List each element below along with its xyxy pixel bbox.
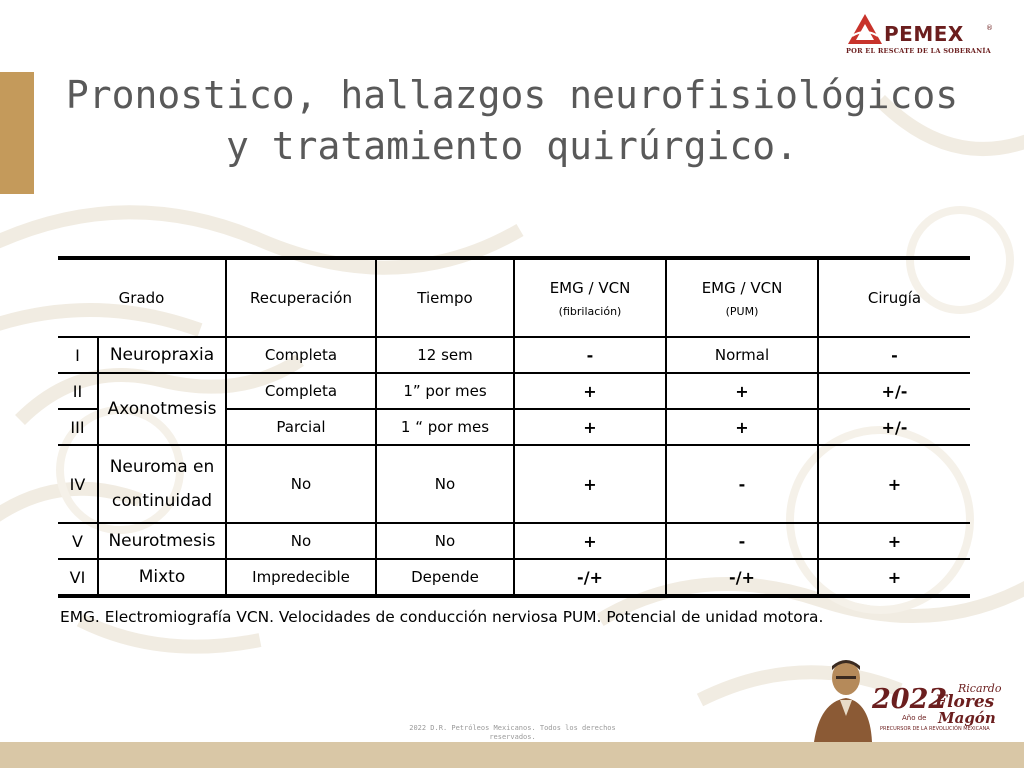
logo-tagline: POR EL RESCATE DE LA SOBERANÍA — [846, 47, 991, 55]
grade-number: II — [58, 373, 98, 409]
cell-tiempo: No — [376, 445, 514, 523]
cell-cirugia: + — [818, 523, 970, 559]
badge-year: 2022 — [872, 684, 948, 715]
grade-number: IV — [58, 445, 98, 523]
cell-emg-pum: Normal — [666, 337, 818, 373]
grade-class-line-2: continuidad — [111, 491, 213, 511]
cell-cirugia: + — [818, 559, 970, 596]
badge-name-first: Ricardo — [958, 682, 1002, 695]
cell-cirugia: +/- — [818, 373, 970, 409]
cell-emg-fibrilacion: - — [514, 337, 666, 373]
cell-tiempo: 12 sem — [376, 337, 514, 373]
cell-cirugia: - — [818, 337, 970, 373]
cell-cirugia: + — [818, 445, 970, 523]
grade-class — [98, 445, 226, 523]
table-row — [58, 445, 970, 523]
table-header-row — [58, 258, 970, 337]
cell-recuperacion: Completa — [226, 337, 376, 373]
cell-recuperacion: No — [226, 523, 376, 559]
grade-number: VI — [58, 559, 98, 596]
abbreviations-footnote: EMG. Electromiografía VCN. Velocidades de conducción nerviosa PUM. Potencial de unidad motora. — [60, 608, 824, 626]
cell-emg-fibrilacion: + — [514, 445, 666, 523]
cell-recuperacion: Impredecible — [226, 559, 376, 596]
cell-emg-fibrilacion: + — [514, 373, 666, 409]
grade-class-line-1: Neuroma en — [109, 457, 215, 477]
cell-recuperacion: No — [226, 445, 376, 523]
cell-tiempo: Depende — [376, 559, 514, 596]
pemex-eagle-icon — [846, 12, 884, 48]
grade-class: Axonotmesis — [98, 373, 226, 445]
badge-tagline: PRECURSOR DE LA REVOLUCIÓN MEXICANA — [880, 726, 990, 732]
grade-class: Mixto — [98, 559, 226, 596]
header-grado: Grado — [58, 258, 226, 337]
cell-tiempo: 1 “ por mes — [376, 409, 514, 445]
cell-recuperacion: Parcial — [226, 409, 376, 445]
badge-name-middle: Flores — [935, 692, 995, 712]
accent-bar — [0, 72, 34, 194]
cell-emg-fibrilacion: + — [514, 409, 666, 445]
portrait-icon — [810, 656, 872, 742]
badge-year-label: Año de — [902, 714, 927, 722]
cell-emg-fibrilacion: -/+ — [514, 559, 666, 596]
injury-grade-table — [58, 256, 970, 598]
table-row — [58, 373, 970, 409]
table-row — [58, 523, 970, 559]
copyright-notice: 2022 D.R. Petróleos Mexicanos. Todos los derechos reservados. — [409, 724, 616, 741]
cell-recuperacion: Completa — [226, 373, 376, 409]
registered-mark: ® — [986, 24, 993, 32]
header-emg-fibrilacion — [514, 258, 666, 337]
cell-emg-pum: -/+ — [666, 559, 818, 596]
cell-emg-fibrilacion: + — [514, 523, 666, 559]
cell-tiempo: 1” por mes — [376, 373, 514, 409]
header-emg-fibrilacion-main: EMG / VCN — [549, 278, 631, 297]
header-tiempo: Tiempo — [376, 258, 514, 337]
grade-number: I — [58, 337, 98, 373]
header-emg-fibrilacion-sub: (fibrilación) — [558, 304, 622, 318]
cell-emg-pum: - — [666, 523, 818, 559]
cell-emg-pum: - — [666, 445, 818, 523]
header-cirugia: Cirugía — [818, 258, 970, 337]
grade-number: V — [58, 523, 98, 559]
grade-class: Neuropraxia — [98, 337, 226, 373]
logo-wordmark: PEMEX — [884, 22, 964, 46]
anniversary-badge — [810, 656, 1002, 742]
table-row — [58, 337, 970, 373]
header-emg-pum-sub: (PUM) — [725, 304, 759, 318]
header-emg-pum — [666, 258, 818, 337]
cell-tiempo: No — [376, 523, 514, 559]
grade-number: III — [58, 409, 98, 445]
header-emg-pum-main: EMG / VCN — [701, 278, 783, 297]
cell-emg-pum: + — [666, 373, 818, 409]
table-row — [58, 559, 970, 596]
cell-cirugia: +/- — [818, 409, 970, 445]
slide-title: Pronostico, hallazgos neurofisiológicos y tratamiento quirúrgico. — [65, 73, 959, 168]
grade-class: Neurotmesis — [98, 523, 226, 559]
header-recuperacion: Recuperación — [226, 258, 376, 337]
cell-emg-pum: + — [666, 409, 818, 445]
footer-band — [0, 742, 1024, 768]
pemex-logo — [846, 10, 996, 60]
badge-name-last: Magón — [938, 709, 996, 727]
